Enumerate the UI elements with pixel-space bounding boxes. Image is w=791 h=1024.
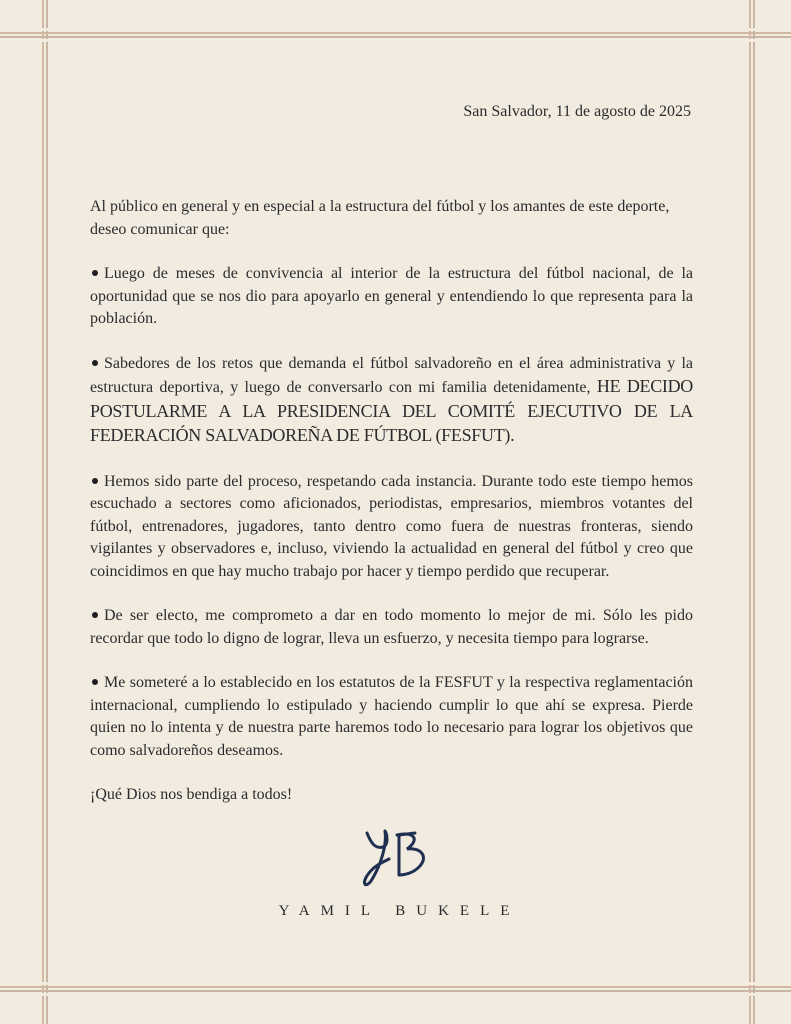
bullet-icon xyxy=(92,270,98,276)
bullet-text: De ser electo, me comprometo a dar en todo momento lo mejor de mi. Sólo les pido recordar que todo lo digno de lograr, lleva un esfuerzo, y necesita tiempo para lograrse. xyxy=(90,607,693,647)
border-gap xyxy=(40,28,50,31)
bullet-text: Me someteré a lo establecido en los estatutos de la FESFUT y la respectiva reglamentación internacional, cumpliendo lo estipulado y haciendo cumplir lo que ahí se expresa. Pierde quien no lo intenta y de nuestra parte haremos todo lo necesario para lograr los objetivos que como salvadoreños deseamos. xyxy=(90,674,693,759)
border-gap xyxy=(747,39,757,42)
bullet-item xyxy=(90,672,693,762)
border-gap xyxy=(40,982,50,985)
letter-closing: ¡Qué Dios nos bendiga a todos! xyxy=(90,786,293,803)
border-bottom xyxy=(0,986,791,992)
bullet-item xyxy=(90,471,693,584)
signature-initials-icon xyxy=(355,825,445,890)
border-right xyxy=(749,0,755,1024)
bullet-icon xyxy=(92,612,98,618)
border-top xyxy=(0,32,791,38)
bullet-icon xyxy=(92,478,98,484)
bullet-item xyxy=(90,353,693,449)
letter-intro: Al público en general y en especial a la estructura del fútbol y los amantes de este deporte, deseo comunicar que: xyxy=(90,198,670,238)
bullet-text: Hemos sido parte del proceso, respetando cada instancia. Durante todo este tiempo hemos escuchado a sectores como aficionados, periodistas, empresarios, miembros votantes del fútbol, entrenadores, jugadores, tanto dentro como fuera de nuestras fronteras, siendo vigilantes y observadores e, incluso, viviendo la actualidad en general del fútbol y creo que coincidimos en que hay mucho trabajo por hacer y tiempo perdido que recuperar. xyxy=(90,472,693,580)
border-gap xyxy=(40,39,50,42)
signatory-name: YAMIL BUKELE xyxy=(278,903,521,919)
bullet-item xyxy=(90,263,693,331)
border-left xyxy=(42,0,48,1024)
letter-body xyxy=(90,196,693,829)
bullet-item xyxy=(90,605,693,650)
border-gap xyxy=(747,993,757,996)
bullet-text: Luego de meses de convivencia al interior de la estructura del fútbol nacional, de la oportunidad que se nos dio para apoyarlo en general y entendiendo lo que representa para la población. xyxy=(90,265,693,327)
letter-date: San Salvador, 11 de agosto de 2025 xyxy=(463,103,691,120)
border-gap xyxy=(747,28,757,31)
border-gap xyxy=(747,982,757,985)
bullet-icon xyxy=(92,360,98,366)
bullet-icon xyxy=(92,679,98,685)
announcement-emphasis: HE DECIDO POSTULARME A LA PRESIDENCIA DEL COMITÉ EJECUTIVO DE LA FEDERACIÓN SALVADOREÑA DE FÚTBOL (FESFUT). xyxy=(90,376,694,445)
border-gap xyxy=(40,993,50,996)
bullet-text: Sabedores de los retos que demanda el fútbol salvadoreño en el área administrativa y la estructura deportiva, y luego de conversarlo con mi familia detenidamente, xyxy=(90,354,693,396)
